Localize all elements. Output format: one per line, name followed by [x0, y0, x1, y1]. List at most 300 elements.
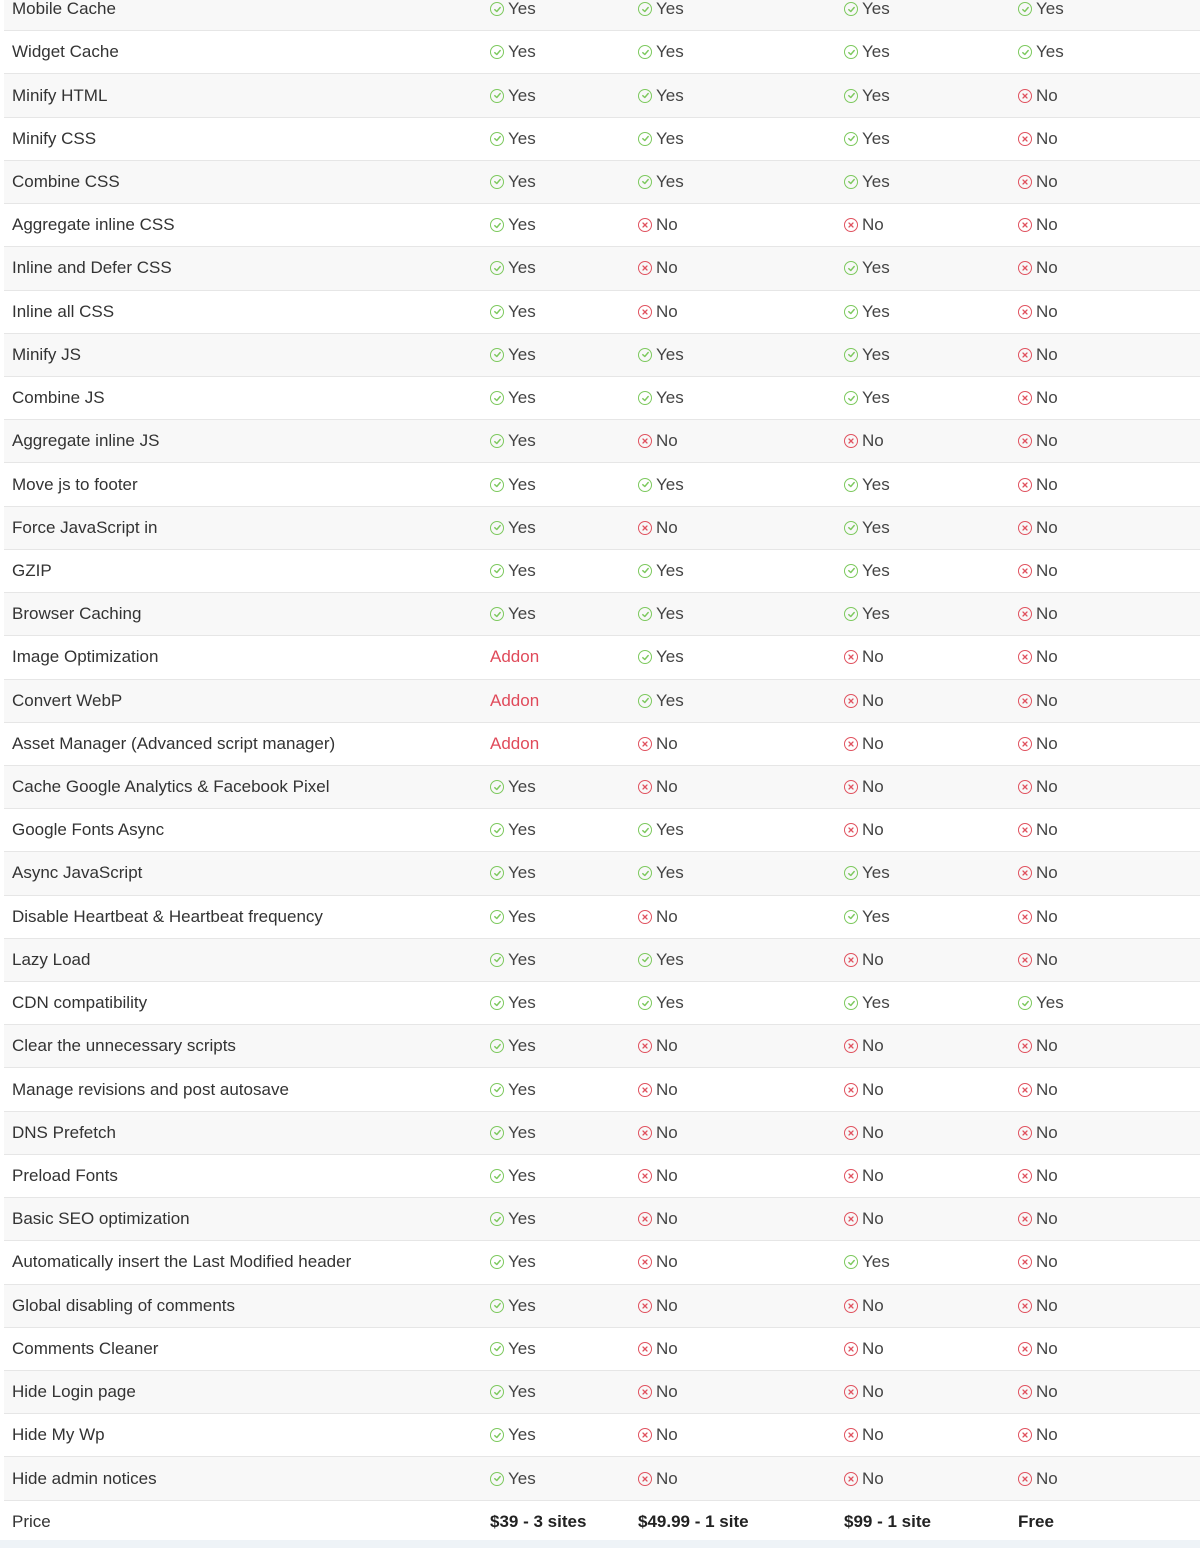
x-circle-icon	[638, 1428, 652, 1442]
feature-name: Clear the unnecessary scripts	[12, 1036, 236, 1056]
no-value	[1018, 561, 1058, 581]
no-value	[844, 820, 884, 840]
yes-value	[638, 863, 684, 883]
value-text: $99 - 1 site	[844, 1511, 931, 1531]
yes-value	[1018, 993, 1064, 1013]
value-text: No	[1036, 733, 1058, 753]
x-circle-icon	[1018, 218, 1032, 232]
feature-value-cell	[638, 1112, 678, 1154]
check-circle-icon	[490, 953, 504, 967]
check-circle-icon	[490, 866, 504, 880]
x-circle-icon	[638, 1299, 652, 1313]
no-value	[638, 1080, 678, 1100]
feature-value-cell	[844, 31, 890, 73]
feature-value-cell	[490, 463, 536, 505]
value-text: No	[862, 1079, 884, 1099]
value-text: Yes	[656, 647, 684, 667]
check-circle-icon	[638, 866, 652, 880]
x-circle-icon	[1018, 564, 1032, 578]
feature-value-cell	[1018, 1068, 1058, 1110]
value-text: Yes	[862, 344, 890, 364]
check-circle-icon	[638, 953, 652, 967]
value-text: Yes	[656, 820, 684, 840]
feature-name: Minify JS	[12, 344, 81, 364]
feature-value-cell	[1018, 896, 1058, 938]
feature-value-cell	[1018, 377, 1058, 419]
feature-value-cell	[490, 982, 536, 1024]
value-text: Yes	[862, 258, 890, 278]
feature-value-cell	[490, 1285, 536, 1327]
check-circle-icon	[638, 45, 652, 59]
table-row	[4, 1198, 1200, 1241]
x-circle-icon	[844, 1342, 858, 1356]
x-circle-icon	[1018, 910, 1032, 924]
value-text: No	[1036, 647, 1058, 667]
yes-value	[638, 993, 684, 1013]
yes-value	[844, 258, 890, 278]
value-text: $49.99 - 1 site	[638, 1511, 749, 1531]
feature-value-cell	[1018, 1025, 1058, 1067]
feature-value-cell	[638, 982, 684, 1024]
value-text: No	[1036, 1122, 1058, 1142]
yes-value	[490, 475, 536, 495]
no-value	[1018, 86, 1058, 106]
x-circle-icon	[844, 780, 858, 794]
value-text: No	[656, 301, 678, 321]
feature-value-cell	[1018, 0, 1064, 30]
x-circle-icon	[1018, 1169, 1032, 1183]
no-value	[844, 1036, 884, 1056]
check-circle-icon	[490, 1039, 504, 1053]
feature-value-cell	[844, 1068, 884, 1110]
price-value	[638, 1512, 749, 1532]
value-text: Yes	[508, 777, 536, 797]
check-circle-icon	[638, 2, 652, 16]
value-text: No	[1036, 604, 1058, 624]
value-text: No	[656, 431, 678, 451]
no-value	[844, 431, 884, 451]
x-circle-icon	[1018, 261, 1032, 275]
check-circle-icon	[490, 1083, 504, 1097]
feature-name: Lazy Load	[12, 949, 91, 969]
check-circle-icon	[844, 261, 858, 275]
table-row	[4, 74, 1200, 117]
table-row	[4, 723, 1200, 766]
value-text: No	[656, 1468, 678, 1488]
no-value	[1018, 734, 1058, 754]
feature-name: Aggregate inline JS	[12, 431, 160, 451]
feature-name: Aggregate inline CSS	[12, 215, 175, 235]
feature-name: Preload Fonts	[12, 1166, 118, 1186]
no-value	[1018, 388, 1058, 408]
value-text: Yes	[508, 1295, 536, 1315]
check-circle-icon	[490, 1342, 504, 1356]
feature-value-cell	[1018, 1328, 1058, 1370]
x-circle-icon	[844, 694, 858, 708]
x-circle-icon	[844, 650, 858, 664]
check-circle-icon	[844, 521, 858, 535]
x-circle-icon	[1018, 607, 1032, 621]
feature-value-cell	[638, 1241, 678, 1283]
check-circle-icon	[490, 564, 504, 578]
value-text: No	[1036, 690, 1058, 710]
price-cell	[844, 1501, 931, 1543]
value-text: Yes	[508, 388, 536, 408]
x-circle-icon	[1018, 694, 1032, 708]
feature-value-cell	[638, 507, 678, 549]
x-circle-icon	[1018, 478, 1032, 492]
no-value	[1018, 604, 1058, 624]
table-row	[4, 766, 1200, 809]
value-text: No	[862, 1122, 884, 1142]
yes-value	[638, 345, 684, 365]
feature-value-cell	[638, 1025, 678, 1067]
feature-value-cell	[638, 1198, 678, 1240]
no-value	[844, 1123, 884, 1143]
feature-value-cell	[490, 723, 539, 765]
table-row	[4, 1155, 1200, 1198]
value-text: Yes	[508, 85, 536, 105]
feature-value-cell	[1018, 982, 1064, 1024]
x-circle-icon	[638, 910, 652, 924]
feature-value-cell	[490, 161, 536, 203]
value-text: No	[656, 1036, 678, 1056]
price-cell	[1018, 1501, 1054, 1543]
feature-value-cell	[1018, 939, 1058, 981]
feature-value-cell	[490, 31, 536, 73]
value-text: Yes	[862, 42, 890, 62]
feature-value-cell	[490, 680, 539, 722]
feature-value-cell	[1018, 204, 1058, 246]
x-circle-icon	[1018, 1126, 1032, 1140]
x-circle-icon	[638, 1472, 652, 1486]
feature-value-cell	[638, 680, 684, 722]
x-circle-icon	[638, 1212, 652, 1226]
feature-value-cell	[490, 1025, 536, 1067]
yes-value	[490, 1080, 536, 1100]
feature-name: Combine CSS	[12, 171, 120, 191]
feature-value-cell	[844, 939, 884, 981]
value-text: Yes	[508, 1338, 536, 1358]
x-circle-icon	[1018, 305, 1032, 319]
x-circle-icon	[844, 823, 858, 837]
feature-value-cell	[844, 636, 884, 678]
feature-value-cell	[1018, 1371, 1058, 1413]
yes-value	[638, 42, 684, 62]
yes-value	[844, 172, 890, 192]
feature-value-cell	[1018, 118, 1058, 160]
feature-value-cell	[490, 0, 536, 30]
feature-value-cell	[1018, 420, 1058, 462]
feature-value-cell	[638, 74, 684, 116]
value-text: Free	[1018, 1511, 1054, 1531]
value-text: Yes	[508, 1382, 536, 1402]
yes-value	[490, 258, 536, 278]
feature-value-cell	[844, 1371, 884, 1413]
no-value	[638, 1425, 678, 1445]
feature-value-cell	[490, 896, 536, 938]
no-value	[1018, 647, 1058, 667]
table-row	[4, 939, 1200, 982]
value-text: No	[1036, 258, 1058, 278]
check-circle-icon	[844, 45, 858, 59]
value-text: Yes	[508, 820, 536, 840]
value-text: No	[1036, 128, 1058, 148]
feature-value-cell	[844, 1285, 884, 1327]
feature-name: GZIP	[12, 560, 52, 580]
feature-name: Hide admin notices	[12, 1468, 157, 1488]
value-text: No	[862, 431, 884, 451]
yes-value	[490, 1123, 536, 1143]
check-circle-icon	[490, 910, 504, 924]
table-row	[4, 291, 1200, 334]
table-row	[4, 896, 1200, 939]
price-value	[844, 1512, 931, 1532]
value-text: Yes	[508, 1468, 536, 1488]
x-circle-icon	[844, 1428, 858, 1442]
no-value	[638, 777, 678, 797]
check-circle-icon	[490, 1255, 504, 1269]
value-text: No	[1036, 431, 1058, 451]
value-text: No	[862, 215, 884, 235]
yes-value	[490, 302, 536, 322]
yes-value	[490, 518, 536, 538]
value-text: No	[862, 733, 884, 753]
no-value	[1018, 1382, 1058, 1402]
feature-value-cell	[1018, 463, 1058, 505]
x-circle-icon	[638, 1039, 652, 1053]
no-value	[844, 691, 884, 711]
value-text: Yes	[508, 906, 536, 926]
feature-value-cell	[638, 247, 678, 289]
feature-value-cell	[1018, 1112, 1058, 1154]
value-text: Yes	[656, 690, 684, 710]
no-value	[1018, 820, 1058, 840]
table-row	[4, 982, 1200, 1025]
yes-value	[490, 820, 536, 840]
feature-name: Browser Caching	[12, 604, 142, 624]
feature-value-cell	[844, 593, 890, 635]
check-circle-icon	[490, 391, 504, 405]
table-row	[4, 420, 1200, 463]
yes-value	[638, 561, 684, 581]
check-circle-icon	[490, 434, 504, 448]
value-text: Yes	[656, 128, 684, 148]
check-circle-icon	[844, 996, 858, 1010]
x-circle-icon	[1018, 89, 1032, 103]
feature-value-cell	[844, 420, 884, 462]
value-text: Yes	[656, 993, 684, 1013]
check-circle-icon	[490, 1212, 504, 1226]
no-value	[1018, 215, 1058, 235]
value-text: Yes	[508, 1079, 536, 1099]
feature-value-cell	[490, 766, 536, 808]
yes-value	[490, 431, 536, 451]
check-circle-icon	[844, 391, 858, 405]
feature-name: Mobile Cache	[12, 0, 116, 19]
value-text: No	[1036, 517, 1058, 537]
value-text: Yes	[508, 431, 536, 451]
feature-name: Automatically insert the Last Modified header	[12, 1252, 352, 1272]
value-text: Yes	[1036, 42, 1064, 62]
comparison-table	[4, 0, 1200, 1544]
value-text: No	[656, 1079, 678, 1099]
feature-name: Basic SEO optimization	[12, 1209, 190, 1229]
feature-value-cell	[638, 161, 684, 203]
no-value	[1018, 1296, 1058, 1316]
value-text: No	[1036, 344, 1058, 364]
value-text: Yes	[508, 863, 536, 883]
yes-value	[844, 86, 890, 106]
feature-value-cell	[638, 1068, 678, 1110]
x-circle-icon	[1018, 737, 1032, 751]
check-circle-icon	[490, 607, 504, 621]
value-text: Yes	[862, 604, 890, 624]
feature-value-cell	[638, 809, 684, 851]
no-value	[1018, 863, 1058, 883]
x-circle-icon	[844, 1472, 858, 1486]
feature-value-cell	[844, 1414, 884, 1456]
feature-name: CDN compatibility	[12, 993, 148, 1013]
x-circle-icon	[844, 1212, 858, 1226]
check-circle-icon	[638, 607, 652, 621]
x-circle-icon	[638, 1126, 652, 1140]
feature-name: DNS Prefetch	[12, 1122, 116, 1142]
feature-name: Combine JS	[12, 388, 105, 408]
table-row	[4, 334, 1200, 377]
check-circle-icon	[1018, 996, 1032, 1010]
check-circle-icon	[490, 132, 504, 146]
value-text: Yes	[508, 474, 536, 494]
addon-value	[490, 647, 539, 667]
no-value	[638, 1036, 678, 1056]
feature-value-cell	[844, 118, 890, 160]
feature-value-cell	[638, 1328, 678, 1370]
check-circle-icon	[844, 866, 858, 880]
feature-name: Minify HTML	[12, 85, 108, 105]
no-value	[1018, 1425, 1058, 1445]
value-text: No	[1036, 1166, 1058, 1186]
check-circle-icon	[490, 89, 504, 103]
value-text: No	[656, 1122, 678, 1142]
x-circle-icon	[844, 1083, 858, 1097]
feature-value-cell	[1018, 507, 1058, 549]
yes-value	[490, 907, 536, 927]
feature-value-cell	[490, 291, 536, 333]
feature-value-cell	[1018, 1457, 1058, 1499]
value-text: No	[1036, 1252, 1058, 1272]
no-value	[1018, 518, 1058, 538]
value-text: No	[862, 820, 884, 840]
feature-value-cell	[1018, 74, 1058, 116]
yes-value	[638, 129, 684, 149]
no-value	[1018, 129, 1058, 149]
feature-name: Comments Cleaner	[12, 1338, 159, 1358]
feature-value-cell	[490, 247, 536, 289]
value-text: No	[1036, 1425, 1058, 1445]
value-text: No	[656, 258, 678, 278]
value-text: Yes	[862, 993, 890, 1013]
x-circle-icon	[1018, 175, 1032, 189]
value-text: Addon	[490, 733, 540, 753]
no-value	[844, 1425, 884, 1445]
feature-value-cell	[638, 939, 684, 981]
value-text: Yes	[1036, 0, 1064, 19]
x-circle-icon	[1018, 1255, 1032, 1269]
no-value	[638, 1209, 678, 1229]
yes-value	[490, 561, 536, 581]
feature-value-cell	[638, 463, 684, 505]
feature-value-cell	[844, 291, 890, 333]
feature-value-cell	[490, 204, 536, 246]
table-row	[4, 1328, 1200, 1371]
value-text: Yes	[656, 388, 684, 408]
feature-name: Image Optimization	[12, 647, 159, 667]
value-text: Yes	[862, 863, 890, 883]
check-circle-icon	[638, 478, 652, 492]
value-text: No	[862, 690, 884, 710]
feature-value-cell	[1018, 247, 1058, 289]
feature-name: Force JavaScript in	[12, 517, 158, 537]
check-circle-icon	[490, 780, 504, 794]
table-row	[4, 377, 1200, 420]
no-value	[638, 1339, 678, 1359]
yes-value	[844, 561, 890, 581]
feature-value-cell	[1018, 1414, 1058, 1456]
check-circle-icon	[638, 132, 652, 146]
yes-value	[844, 129, 890, 149]
value-text: Yes	[1036, 993, 1064, 1013]
price-row	[4, 1501, 1200, 1544]
value-text: Yes	[862, 171, 890, 191]
value-text: Yes	[862, 128, 890, 148]
yes-value	[490, 1296, 536, 1316]
value-text: Yes	[862, 301, 890, 321]
yes-value	[638, 86, 684, 106]
yes-value	[490, 777, 536, 797]
table-row	[4, 680, 1200, 723]
value-text: No	[862, 1338, 884, 1358]
feature-value-cell	[490, 74, 536, 116]
no-value	[844, 1080, 884, 1100]
no-value	[844, 1469, 884, 1489]
x-circle-icon	[1018, 953, 1032, 967]
feature-value-cell	[844, 0, 890, 30]
value-text: Yes	[508, 1425, 536, 1445]
x-circle-icon	[1018, 434, 1032, 448]
yes-value	[844, 0, 890, 19]
check-circle-icon	[490, 261, 504, 275]
x-circle-icon	[638, 1342, 652, 1356]
value-text: Yes	[862, 388, 890, 408]
feature-value-cell	[844, 550, 890, 592]
check-circle-icon	[844, 607, 858, 621]
feature-value-cell	[638, 1371, 678, 1413]
feature-value-cell	[638, 766, 678, 808]
price-value	[1018, 1512, 1054, 1532]
feature-value-cell	[638, 550, 684, 592]
table-row	[4, 1068, 1200, 1111]
value-text: Yes	[508, 42, 536, 62]
check-circle-icon	[490, 348, 504, 362]
feature-value-cell	[490, 507, 536, 549]
no-value	[638, 258, 678, 278]
feature-value-cell	[490, 809, 536, 851]
feature-value-cell	[844, 896, 890, 938]
value-text: Yes	[508, 215, 536, 235]
value-text: No	[656, 1252, 678, 1272]
yes-value	[490, 1382, 536, 1402]
